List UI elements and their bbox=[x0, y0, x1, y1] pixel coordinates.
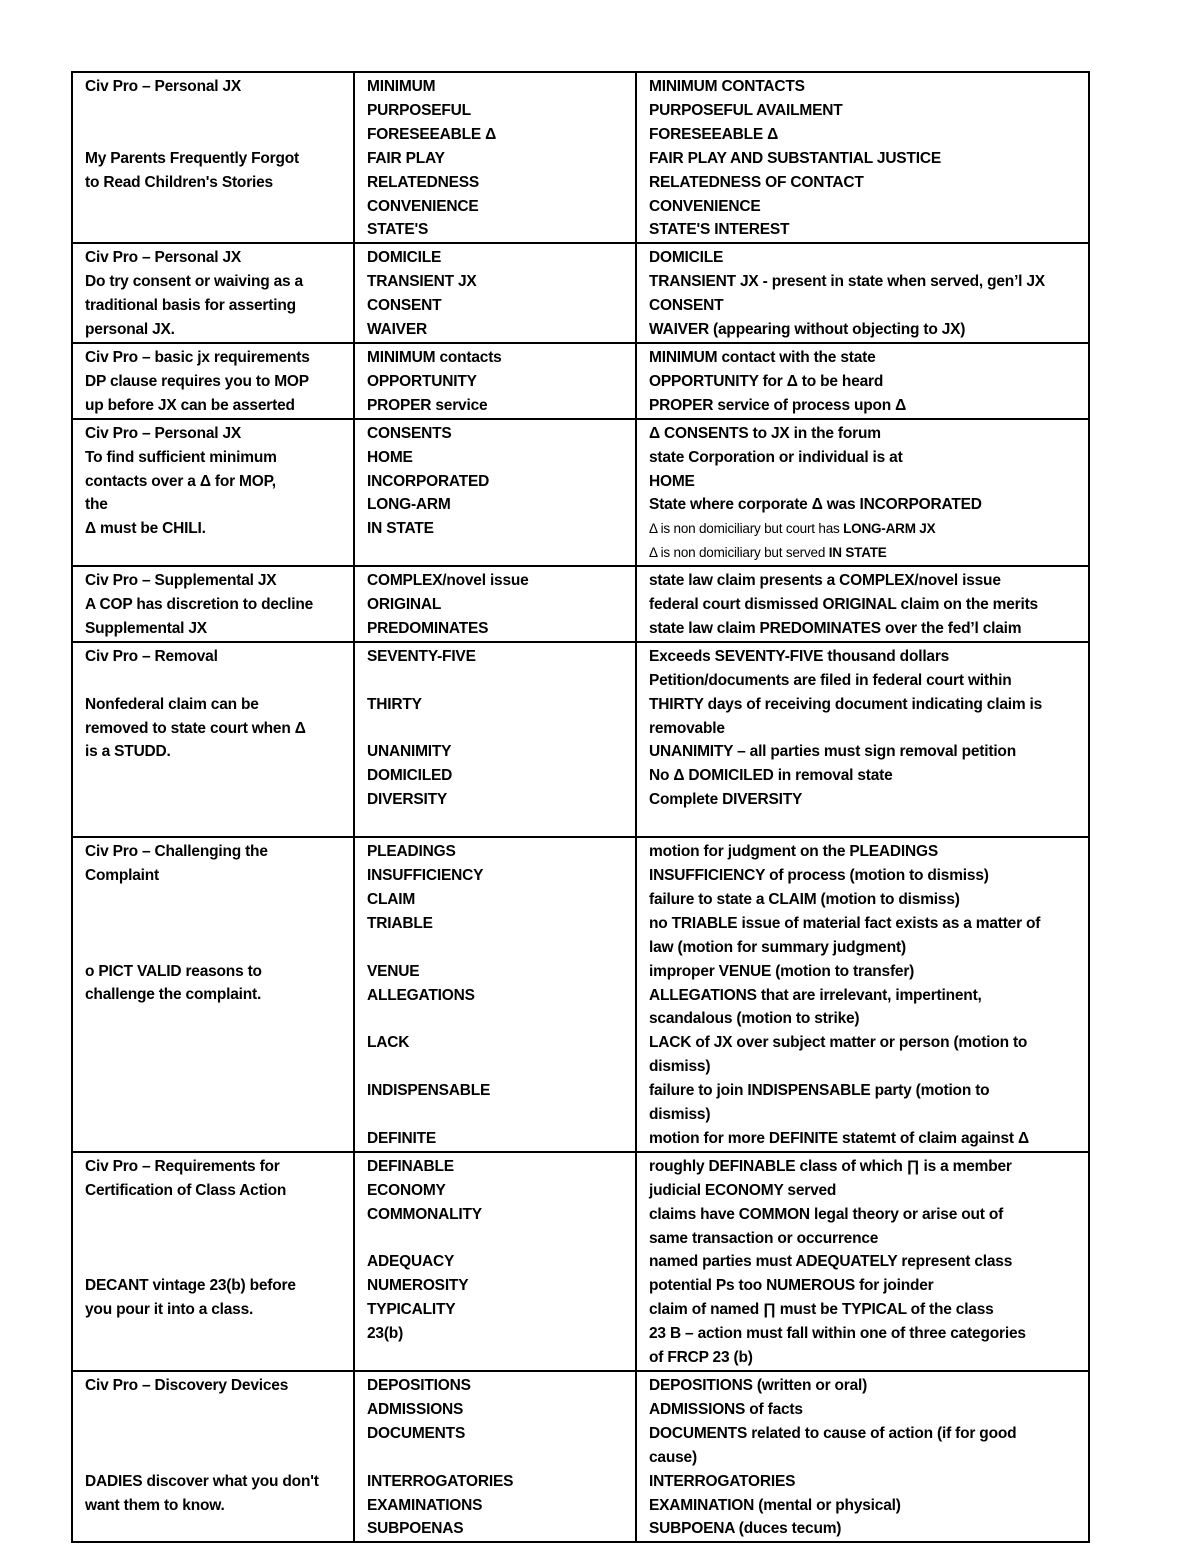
topic-line bbox=[85, 1079, 343, 1103]
keyword-line bbox=[367, 812, 625, 836]
topic-line bbox=[85, 764, 343, 788]
topic-line bbox=[85, 1031, 343, 1055]
keyword-line: FORESEEABLE Δ bbox=[367, 125, 497, 143]
explanation-line: MINIMUM contact with the state bbox=[649, 348, 876, 366]
explanation-line: FORESEEABLE Δ bbox=[649, 125, 779, 143]
keyword-line: PURPOSEFUL bbox=[367, 101, 471, 119]
explanation-line: failure to join INDISPENSABLE party (motion to bbox=[649, 1082, 990, 1100]
keyword-line: CONSENTS bbox=[367, 424, 452, 442]
explanation-cell bbox=[636, 1371, 1089, 1542]
keyword-line: MINIMUM bbox=[367, 78, 436, 95]
topic-line: Civ Pro – Challenging the bbox=[85, 843, 268, 861]
explanation-line: 23 B – action must fall within one of three categories bbox=[649, 1325, 1026, 1343]
explanation-cell bbox=[636, 1152, 1089, 1371]
keyword-line bbox=[367, 1446, 625, 1470]
topic-line: o PICT VALID reasons to bbox=[85, 962, 262, 980]
topic-line: Civ Pro – Supplemental JX bbox=[85, 572, 277, 590]
explanation-line: same transaction or occurrence bbox=[649, 1229, 879, 1247]
explanation-line: law (motion for summary judgment) bbox=[649, 938, 906, 956]
topic-line: Nonfederal claim can be bbox=[85, 695, 259, 713]
topic-line bbox=[85, 1250, 343, 1274]
topic-line bbox=[85, 1346, 343, 1370]
explanation-line: dismiss) bbox=[649, 1058, 711, 1076]
keyword-line: ORIGINAL bbox=[367, 596, 442, 614]
table-body bbox=[72, 72, 1089, 1542]
topic-line: DP clause requires you to MOP bbox=[85, 372, 309, 390]
keyword-line: WAIVER bbox=[367, 321, 427, 339]
topic-cell bbox=[72, 343, 354, 419]
topic-line: to Read Children's Stories bbox=[85, 173, 273, 191]
explanation-line: EXAMINATION (mental or physical) bbox=[649, 1496, 901, 1514]
explanation-line: claims have COMMON legal theory or arise out of bbox=[649, 1205, 1004, 1223]
explanation-line: SUBPOENA (duces tecum) bbox=[649, 1520, 842, 1538]
explanation-cell bbox=[636, 419, 1089, 566]
explanation-line: HOME bbox=[649, 472, 695, 490]
explanation-line: claim of named ∏ must be TYPICAL of the class bbox=[649, 1301, 994, 1319]
topic-line: Civ Pro – Personal JX bbox=[85, 249, 242, 267]
explanation-line: motion for more DEFINITE statemt of claim against Δ bbox=[649, 1129, 1029, 1147]
topic-line bbox=[85, 669, 343, 693]
explanation-keyword: LONG-ARM JX bbox=[843, 521, 936, 537]
topic-line bbox=[85, 1103, 343, 1127]
topic-line: Supplemental JX bbox=[85, 619, 207, 637]
topic-line bbox=[85, 195, 343, 219]
keyword-line: RELATEDNESS bbox=[367, 173, 480, 191]
explanation-line: potential Ps too NUMEROUS for joinder bbox=[649, 1277, 934, 1295]
explanation-line: judicial ECONOMY served bbox=[649, 1181, 837, 1199]
topic-line: Civ Pro – Discovery Devices bbox=[85, 1377, 289, 1395]
keyword-line bbox=[367, 936, 625, 960]
explanation-line: THIRTY days of receiving document indicating claim is bbox=[649, 695, 1043, 713]
explanation-line: CONSENT bbox=[649, 297, 724, 315]
topic-line: Δ must be CHILI. bbox=[85, 520, 206, 538]
topic-line bbox=[85, 1227, 343, 1251]
keyword-cell bbox=[354, 1152, 636, 1371]
explanation-cell bbox=[636, 566, 1089, 642]
topic-line: challenge the complaint. bbox=[85, 986, 262, 1004]
topic-line bbox=[85, 812, 343, 836]
topic-line bbox=[85, 1446, 343, 1470]
table-row bbox=[72, 72, 1089, 243]
explanation-line: Complete DIVERSITY bbox=[649, 791, 803, 809]
keyword-line: STATE'S bbox=[367, 221, 429, 239]
table-row bbox=[72, 642, 1089, 837]
explanation-line: FAIR PLAY AND SUBSTANTIAL JUSTICE bbox=[649, 149, 941, 167]
keyword-line: TRIABLE bbox=[367, 914, 433, 932]
explanation-line: OPPORTUNITY for Δ to be heard bbox=[649, 372, 884, 390]
topic-line: traditional basis for asserting bbox=[85, 297, 296, 315]
topic-line: To find sufficient minimum bbox=[85, 448, 277, 466]
explanation-text: Δ is non domiciliary but served bbox=[649, 545, 829, 561]
explanation-line: removable bbox=[649, 719, 725, 737]
keyword-line: CONVENIENCE bbox=[367, 197, 479, 215]
keyword-line: FAIR PLAY bbox=[367, 149, 445, 167]
topic-line: Civ Pro – Requirements for bbox=[85, 1157, 280, 1175]
keyword-line bbox=[367, 1346, 625, 1370]
keyword-line: INDISPENSABLE bbox=[367, 1082, 491, 1100]
explanation-cell bbox=[636, 642, 1089, 837]
topic-cell bbox=[72, 837, 354, 1152]
keyword-line: TYPICALITY bbox=[367, 1301, 456, 1319]
keyword-line bbox=[367, 541, 625, 565]
topic-line: want them to know. bbox=[85, 1496, 225, 1514]
explanation-line: cause) bbox=[649, 1448, 697, 1466]
topic-line: contacts over a Δ for MOP, bbox=[85, 472, 276, 490]
keyword-line: TRANSIENT JX bbox=[367, 273, 477, 291]
topic-line: Civ Pro – Personal JX bbox=[85, 78, 242, 95]
explanation-line: named parties must ADEQUATELY represent class bbox=[649, 1253, 1013, 1271]
keyword-line: HOME bbox=[367, 448, 413, 466]
keyword-cell bbox=[354, 72, 636, 243]
table-row bbox=[72, 566, 1089, 642]
keyword-line: LACK bbox=[367, 1034, 410, 1052]
keyword-line: DOCUMENTS bbox=[367, 1424, 466, 1442]
explanation-line: state law claim PREDOMINATES over the fed’l claim bbox=[649, 619, 1022, 637]
topic-line bbox=[85, 936, 343, 960]
explanation-keyword: IN STATE bbox=[828, 545, 887, 561]
keyword-line bbox=[367, 1103, 625, 1127]
explanation-line: state Corporation or individual is at bbox=[649, 448, 903, 466]
topic-line bbox=[85, 1517, 343, 1541]
keyword-line: INCORPORATED bbox=[367, 472, 490, 490]
keyword-cell bbox=[354, 419, 636, 566]
topic-line bbox=[85, 99, 343, 123]
table-row bbox=[72, 1371, 1089, 1542]
explanation-line: WAIVER (appearing without objecting to JX) bbox=[649, 321, 966, 339]
table-row bbox=[72, 343, 1089, 419]
topic-line bbox=[85, 1127, 343, 1151]
explanation-line: roughly DEFINABLE class of which ∏ is a member bbox=[649, 1157, 1012, 1175]
explanation-line: DOMICILE bbox=[649, 249, 724, 267]
keyword-line: LONG-ARM bbox=[367, 496, 451, 514]
topic-line: Civ Pro – basic jx requirements bbox=[85, 348, 310, 366]
topic-cell bbox=[72, 419, 354, 566]
explanation-cell bbox=[636, 243, 1089, 343]
explanation-line: DEPOSITIONS (written or oral) bbox=[649, 1377, 868, 1395]
keyword-line: DEFINABLE bbox=[367, 1157, 454, 1175]
topic-cell bbox=[72, 1152, 354, 1371]
keyword-line: ECONOMY bbox=[367, 1181, 446, 1199]
keyword-line: IN STATE bbox=[367, 520, 434, 538]
explanation-line: PURPOSEFUL AVAILMENT bbox=[649, 101, 843, 119]
explanation-line: no TRIABLE issue of material fact exists as a matter of bbox=[649, 914, 1041, 932]
explanation-line: Petition/documents are filed in federal court within bbox=[649, 671, 1012, 689]
topic-line: personal JX. bbox=[85, 321, 175, 339]
keyword-line: PLEADINGS bbox=[367, 843, 456, 861]
topic-line: removed to state court when Δ bbox=[85, 719, 306, 737]
explanation-line: INSUFFICIENCY of process (motion to dismiss) bbox=[649, 866, 989, 884]
explanation-text: Δ is non domiciliary but court has bbox=[649, 521, 844, 537]
topic-line bbox=[85, 1007, 343, 1031]
keyword-line: DEPOSITIONS bbox=[367, 1377, 471, 1395]
topic-line: A COP has discretion to decline bbox=[85, 596, 314, 614]
keyword-line bbox=[367, 1055, 625, 1079]
explanation-cell bbox=[636, 343, 1089, 419]
explanation-cell bbox=[636, 72, 1089, 243]
table-row bbox=[72, 243, 1089, 343]
topic-line bbox=[85, 1398, 343, 1422]
topic-line: My Parents Frequently Forgot bbox=[85, 149, 300, 167]
keyword-line: CLAIM bbox=[367, 890, 416, 908]
keyword-line bbox=[367, 669, 625, 693]
topic-cell bbox=[72, 566, 354, 642]
topic-line bbox=[85, 218, 343, 242]
keyword-line: SUBPOENAS bbox=[367, 1520, 464, 1538]
keyword-line: INSUFFICIENCY bbox=[367, 866, 484, 884]
explanation-line: PROPER service of process upon Δ bbox=[649, 396, 907, 414]
topic-line bbox=[85, 788, 343, 812]
table-row bbox=[72, 837, 1089, 1152]
keyword-line bbox=[367, 1007, 625, 1031]
explanation-line: state law claim presents a COMPLEX/novel issue bbox=[649, 572, 1001, 590]
keyword-line: PREDOMINATES bbox=[367, 619, 489, 637]
keyword-line: ADMISSIONS bbox=[367, 1400, 464, 1418]
explanation-line: CONVENIENCE bbox=[649, 197, 761, 215]
explanation-line: motion for judgment on the PLEADINGS bbox=[649, 843, 939, 861]
topic-line: is a STUDD. bbox=[85, 743, 171, 761]
keyword-line: COMPLEX/novel issue bbox=[367, 572, 529, 590]
explanation-line-small bbox=[649, 517, 1078, 541]
explanation-line: RELATEDNESS OF CONTACT bbox=[649, 173, 864, 191]
explanation-line: State where corporate Δ was INCORPORATED bbox=[649, 496, 982, 514]
keyword-line: DIVERSITY bbox=[367, 791, 448, 809]
mnemonic-table bbox=[71, 71, 1090, 1543]
keyword-line: INTERROGATORIES bbox=[367, 1472, 514, 1490]
topic-line bbox=[85, 1322, 343, 1346]
explanation-line: scandalous (motion to strike) bbox=[649, 1010, 860, 1028]
explanation-line: INTERROGATORIES bbox=[649, 1472, 796, 1490]
keyword-line: VENUE bbox=[367, 962, 420, 980]
explanation-line bbox=[649, 812, 1078, 836]
keyword-line: SEVENTY-FIVE bbox=[367, 647, 476, 665]
topic-line bbox=[85, 912, 343, 936]
explanation-line: federal court dismissed ORIGINAL claim on the merits bbox=[649, 596, 1038, 614]
keyword-line: NUMEROSITY bbox=[367, 1277, 469, 1295]
explanation-line: LACK of JX over subject matter or person (motion to bbox=[649, 1034, 1028, 1052]
explanation-line: Δ CONSENTS to JX in the forum bbox=[649, 424, 881, 442]
explanation-line: TRANSIENT JX - present in state when served, gen’l JX bbox=[649, 273, 1045, 291]
keyword-line: THIRTY bbox=[367, 695, 422, 713]
topic-line: DADIES discover what you don't bbox=[85, 1472, 319, 1490]
topic-line bbox=[85, 541, 343, 565]
topic-line: up before JX can be asserted bbox=[85, 396, 295, 414]
topic-line: you pour it into a class. bbox=[85, 1301, 254, 1319]
keyword-line: EXAMINATIONS bbox=[367, 1496, 483, 1514]
keyword-line: PROPER service bbox=[367, 396, 488, 414]
keyword-cell bbox=[354, 642, 636, 837]
keyword-line: OPPORTUNITY bbox=[367, 372, 477, 390]
topic-line: Complaint bbox=[85, 866, 159, 884]
table-row bbox=[72, 1152, 1089, 1371]
keyword-line: ALLEGATIONS bbox=[367, 986, 475, 1004]
explanation-line: of FRCP 23 (b) bbox=[649, 1349, 753, 1367]
explanation-line: dismiss) bbox=[649, 1106, 711, 1124]
topic-cell bbox=[72, 243, 354, 343]
keyword-line: ADEQUACY bbox=[367, 1253, 455, 1271]
topic-line: the bbox=[85, 496, 108, 514]
explanation-line: ALLEGATIONS that are irrelevant, impertinent, bbox=[649, 986, 982, 1004]
keyword-line: UNANIMITY bbox=[367, 743, 452, 761]
keyword-cell bbox=[354, 343, 636, 419]
keyword-line: COMMONALITY bbox=[367, 1205, 482, 1223]
table-row bbox=[72, 419, 1089, 566]
explanation-cell bbox=[636, 837, 1089, 1152]
topic-cell bbox=[72, 642, 354, 837]
explanation-line: STATE'S INTEREST bbox=[649, 221, 790, 239]
topic-line: Do try consent or waiving as a bbox=[85, 273, 303, 291]
explanation-line: failure to state a CLAIM (motion to dismiss) bbox=[649, 890, 960, 908]
explanation-line: Exceeds SEVENTY-FIVE thousand dollars bbox=[649, 647, 950, 665]
topic-line: Civ Pro – Personal JX bbox=[85, 424, 242, 442]
topic-line bbox=[85, 1203, 343, 1227]
keyword-line: 23(b) bbox=[367, 1325, 404, 1343]
keyword-line bbox=[367, 717, 625, 741]
explanation-line: improper VENUE (motion to transfer) bbox=[649, 962, 915, 980]
topic-cell bbox=[72, 1371, 354, 1542]
explanation-line: No Δ DOMICILED in removal state bbox=[649, 767, 893, 785]
keyword-line: DOMICILE bbox=[367, 249, 442, 267]
explanation-line: MINIMUM CONTACTS bbox=[649, 78, 805, 95]
keyword-line: DOMICILED bbox=[367, 767, 453, 785]
keyword-cell bbox=[354, 1371, 636, 1542]
keyword-line: DEFINITE bbox=[367, 1129, 437, 1147]
explanation-line-small bbox=[649, 541, 1078, 565]
topic-line bbox=[85, 123, 343, 147]
explanation-line: UNANIMITY – all parties must sign removal petition bbox=[649, 743, 1016, 761]
keyword-cell bbox=[354, 243, 636, 343]
topic-cell bbox=[72, 72, 354, 243]
keyword-cell bbox=[354, 566, 636, 642]
topic-line bbox=[85, 1422, 343, 1446]
topic-line: DECANT vintage 23(b) before bbox=[85, 1277, 296, 1295]
keyword-line: CONSENT bbox=[367, 297, 442, 315]
explanation-line: ADMISSIONS of facts bbox=[649, 1400, 803, 1418]
topic-line: Civ Pro – Removal bbox=[85, 647, 218, 665]
keyword-line bbox=[367, 1227, 625, 1251]
topic-line: Certification of Class Action bbox=[85, 1181, 287, 1199]
topic-line bbox=[85, 1055, 343, 1079]
topic-line bbox=[85, 888, 343, 912]
explanation-line: DOCUMENTS related to cause of action (if for good bbox=[649, 1424, 1017, 1442]
keyword-cell bbox=[354, 837, 636, 1152]
keyword-line: MINIMUM contacts bbox=[367, 348, 502, 366]
